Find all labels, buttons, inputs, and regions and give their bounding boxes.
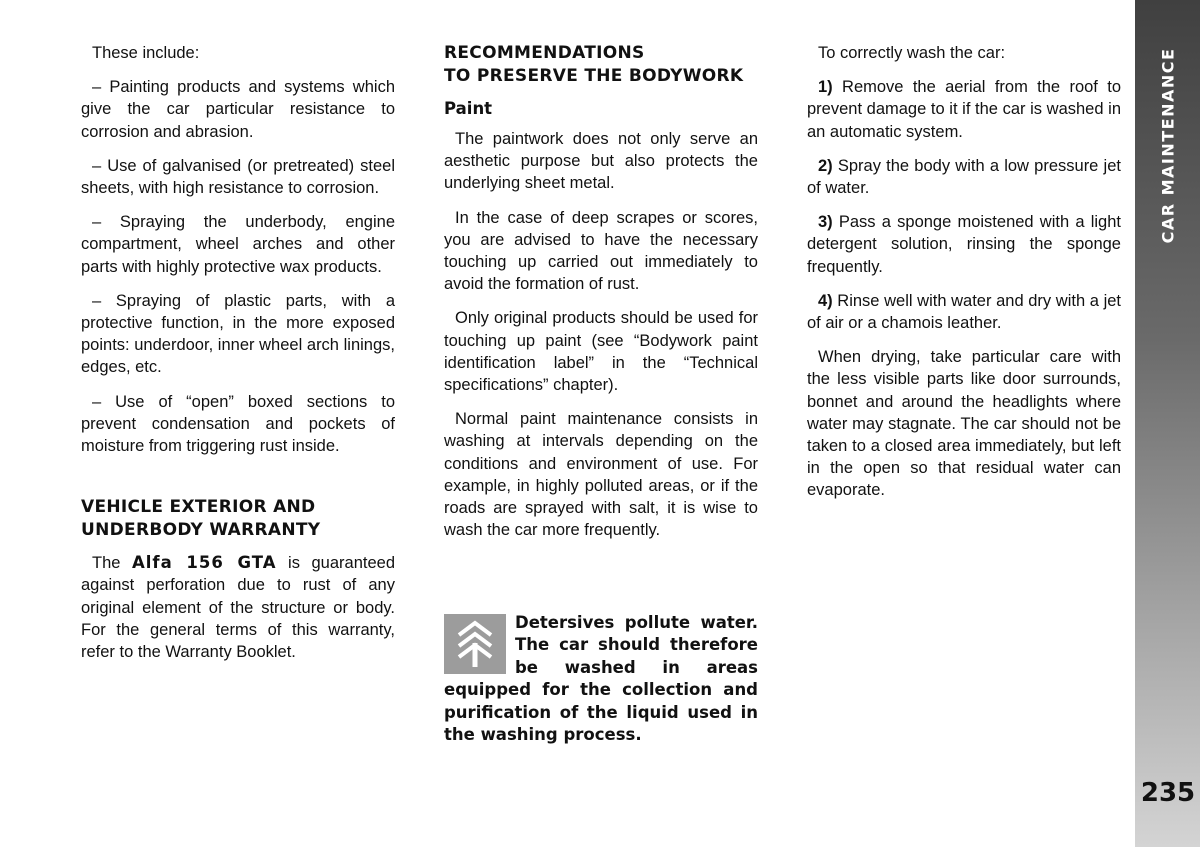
step-text: Pass a sponge moistened with a light detergent solution, rinsing the sponge frequently. bbox=[807, 213, 1121, 276]
environment-warning bbox=[444, 612, 758, 746]
paragraph: In the case of deep scrapes or scores, you are advised to have the necessary touching up carried out immediately to avoid the formation of rust. bbox=[444, 208, 758, 294]
section-heading-line-2: TO PRESERVE THE BODYWORK bbox=[444, 66, 744, 86]
wash-step bbox=[807, 211, 1121, 278]
list-item: – Use of “open” boxed sections to prevent condensation and pockets of moisture from triggering rust inside. bbox=[81, 392, 395, 456]
wash-step bbox=[807, 76, 1121, 143]
list-item: – Use of galvanised (or pretreated) steel sheets, with high resistance to corrosion. bbox=[81, 156, 395, 198]
list-item: – Spraying the underbody, engine compartment, wheel arches and other parts with highly protective wax products. bbox=[81, 213, 395, 276]
step-number: 2) bbox=[818, 156, 833, 175]
step-number: 3) bbox=[818, 213, 833, 232]
warranty-pre: The bbox=[92, 554, 132, 573]
paragraph: The paintwork does not only serve an aesthetic purpose but also protects the underlying sheet metal. bbox=[444, 130, 758, 193]
warranty-post: is guaranteed against perforation due to rust of any original element of the structure or body. For the general terms of this warranty, refer to the Warranty Booklet. bbox=[81, 554, 395, 662]
intro-text: These include: bbox=[92, 44, 200, 62]
step-text: Spray the body with a low pressure jet of water. bbox=[807, 156, 1121, 198]
paragraph: Normal paint maintenance consists in washing at intervals depending on the conditions and environment of use. For example, in highly polluted areas, or if the roads are sprayed with salt, it is wise to wash the car more frequently. bbox=[444, 410, 758, 540]
warranty-heading-line-1: VEHICLE EXTERIOR AND bbox=[81, 497, 316, 518]
wash-step bbox=[807, 155, 1121, 199]
column-middle bbox=[444, 42, 758, 553]
column-left bbox=[81, 42, 395, 675]
list-item: – Spraying of plastic parts, with a protective function, in the more exposed points: underdoor, inner wheel arch linings, edges, etc. bbox=[81, 291, 395, 377]
page-number: 235 bbox=[1140, 778, 1196, 808]
chapter-label-text: CAR MAINTENANCE bbox=[1158, 47, 1178, 243]
wash-step bbox=[807, 290, 1121, 334]
warning-text: Detersives pollute water. The car should therefore be washed in areas equipped for the collection and purification of the liquid used in the washing process. bbox=[444, 613, 758, 745]
drying-paragraph: When drying, take particular care with the less visible parts like door surrounds, bonnet and around the headlights where water may stagnate. The car should not be taken to a closed area immediately, but left in the open so that residual water can evaporate. bbox=[807, 348, 1121, 500]
section-heading-line-1: RECOMMENDATIONS bbox=[444, 43, 645, 63]
column-right bbox=[807, 42, 1121, 514]
wash-intro: To correctly wash the car: bbox=[818, 44, 1006, 62]
section-heading bbox=[444, 42, 758, 88]
step-text: Remove the aerial from the roof to prevent damage to it if the car is washed in an automatic system. bbox=[807, 78, 1121, 141]
warranty-paragraph bbox=[81, 552, 395, 663]
chapter-label bbox=[1153, 40, 1183, 250]
step-number: 1) bbox=[818, 78, 833, 97]
environment-tree-icon bbox=[444, 614, 506, 674]
step-number: 4) bbox=[818, 291, 833, 310]
warranty-heading-line-2: UNDERBODY WARRANTY bbox=[81, 520, 321, 541]
paragraph: Only original products should be used for touching up paint (see “Bodywork paint identification label” in the “Technical specifications” chapter). bbox=[444, 309, 758, 395]
paint-subheading: Paint bbox=[444, 99, 493, 118]
model-name: Alfa 156 GTA bbox=[131, 553, 277, 573]
step-text: Rinse well with water and dry with a jet of air or a chamois leather. bbox=[807, 291, 1121, 333]
warranty-heading bbox=[81, 496, 395, 542]
list-item: – Painting products and systems which give the car particular resistance to corrosion and abrasion. bbox=[81, 78, 395, 141]
